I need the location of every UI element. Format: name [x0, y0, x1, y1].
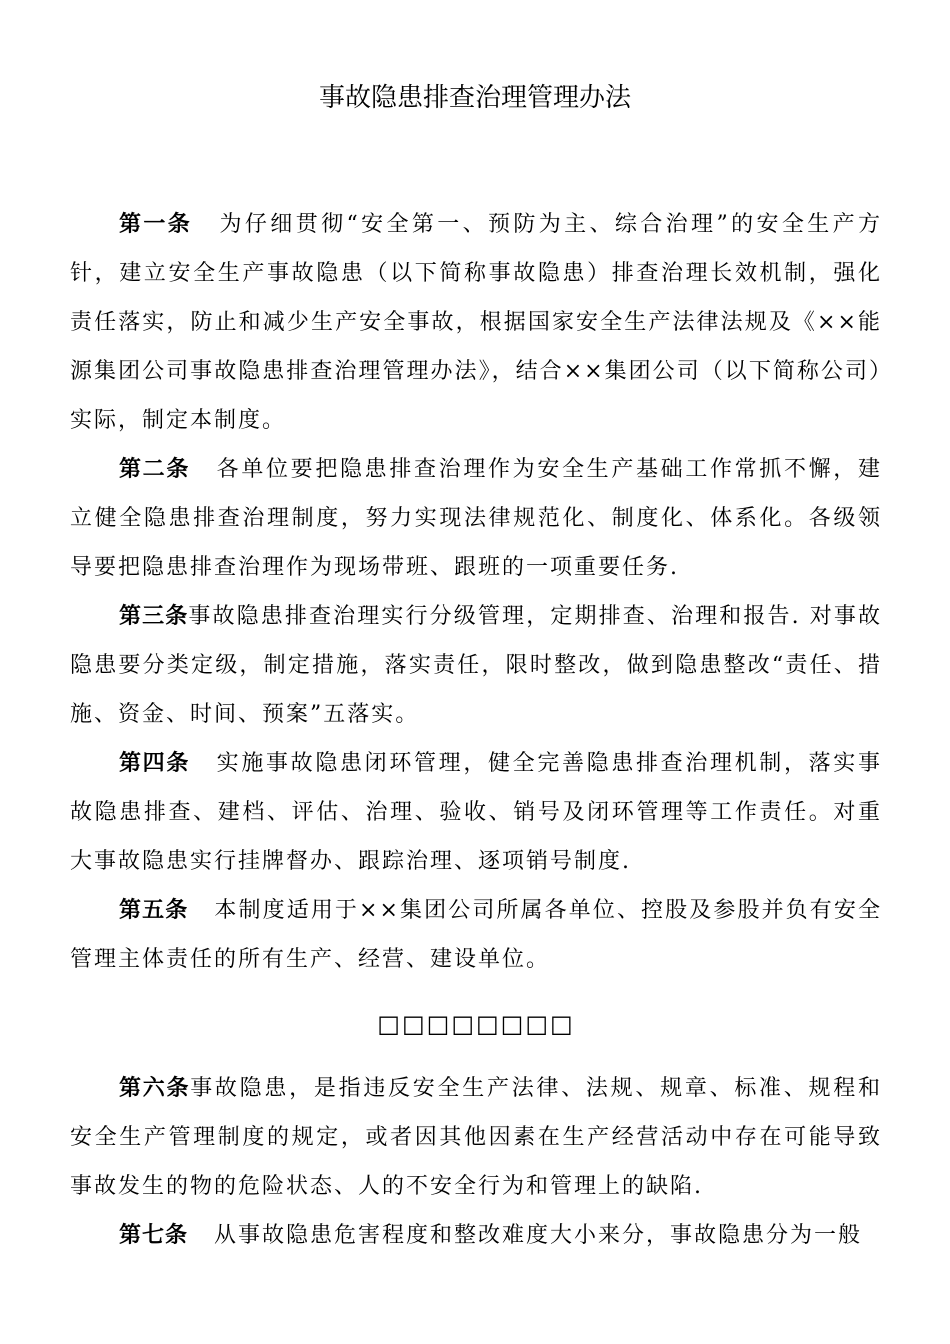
article-5	[70, 886, 882, 984]
article-1	[70, 200, 882, 445]
section-heading: □□□□□□□□	[377, 1010, 575, 1038]
article-7	[70, 1211, 882, 1260]
article-3	[70, 592, 882, 739]
article-label: 第五条	[119, 897, 189, 923]
article-text: 事故隐患排查治理实行分级管理，定期排查、治理和报告. 对事故隐患要分类定级，制定措施，落实责任，限时整改，做到隐患整改“责任、措施、资金、时间、预案”五落实。	[70, 604, 882, 727]
article-4	[70, 739, 882, 886]
article-label: 第六条	[119, 1075, 191, 1101]
article-text: 本制度适用于××集团公司所属各单位、控股及参股并负有安全管理主体责任的所有生产、经营、建设单位。	[70, 898, 882, 972]
article-label: 第三条	[119, 603, 189, 629]
document-body	[70, 200, 882, 1260]
article-text: 事故隐患，是指违反安全生产法律、法规、规章、标准、规程和安全生产管理制度的规定，或者因其他因素在生产经营活动中存在可能导致事故发生的物的危险状态、人的不安全行为和管理上的缺陷.	[70, 1076, 882, 1199]
article-2	[70, 445, 882, 592]
article-text: 各单位要把隐患排查治理作为安全生产基础工作常抓不懈，建立健全隐患排查治理制度，努力实现法律规范化、制度化、体系化。各级领导要把隐患排查治理作为现场带班、跟班的一项重要任务.	[70, 457, 882, 580]
article-text: 实施事故隐患闭环管理，健全完善隐患排查治理机制，落实事故隐患排查、建档、评估、治理、验收、销号及闭环管理等工作责任。对重大事故隐患实行挂牌督办、跟踪治理、逐项销号制度.	[70, 751, 882, 874]
document-title: 事故隐患排查治理管理办法	[318, 83, 631, 113]
article-text: 从事故隐患危害程度和整改难度大小来分，事故隐患分为一般	[214, 1223, 863, 1248]
article-label: 第二条	[119, 456, 190, 482]
article-label: 第一条	[119, 211, 193, 237]
article-label: 第七条	[119, 1222, 189, 1248]
article-6	[70, 1064, 882, 1211]
article-text: 为仔细贯彻“安全第一、预防为主、综合治理”的安全生产方针，建立安全生产事故隐患（以下简称事故隐患）排查治理长效机制，强化责任落实，防止和减少生产安全事故，根据国家安全生产法律法规及《××能源集团公司事故隐患排查治理管理办法》，结合××集团公司（以下简称公司）实际，制定本制度。	[70, 212, 882, 433]
article-label: 第四条	[119, 750, 190, 776]
